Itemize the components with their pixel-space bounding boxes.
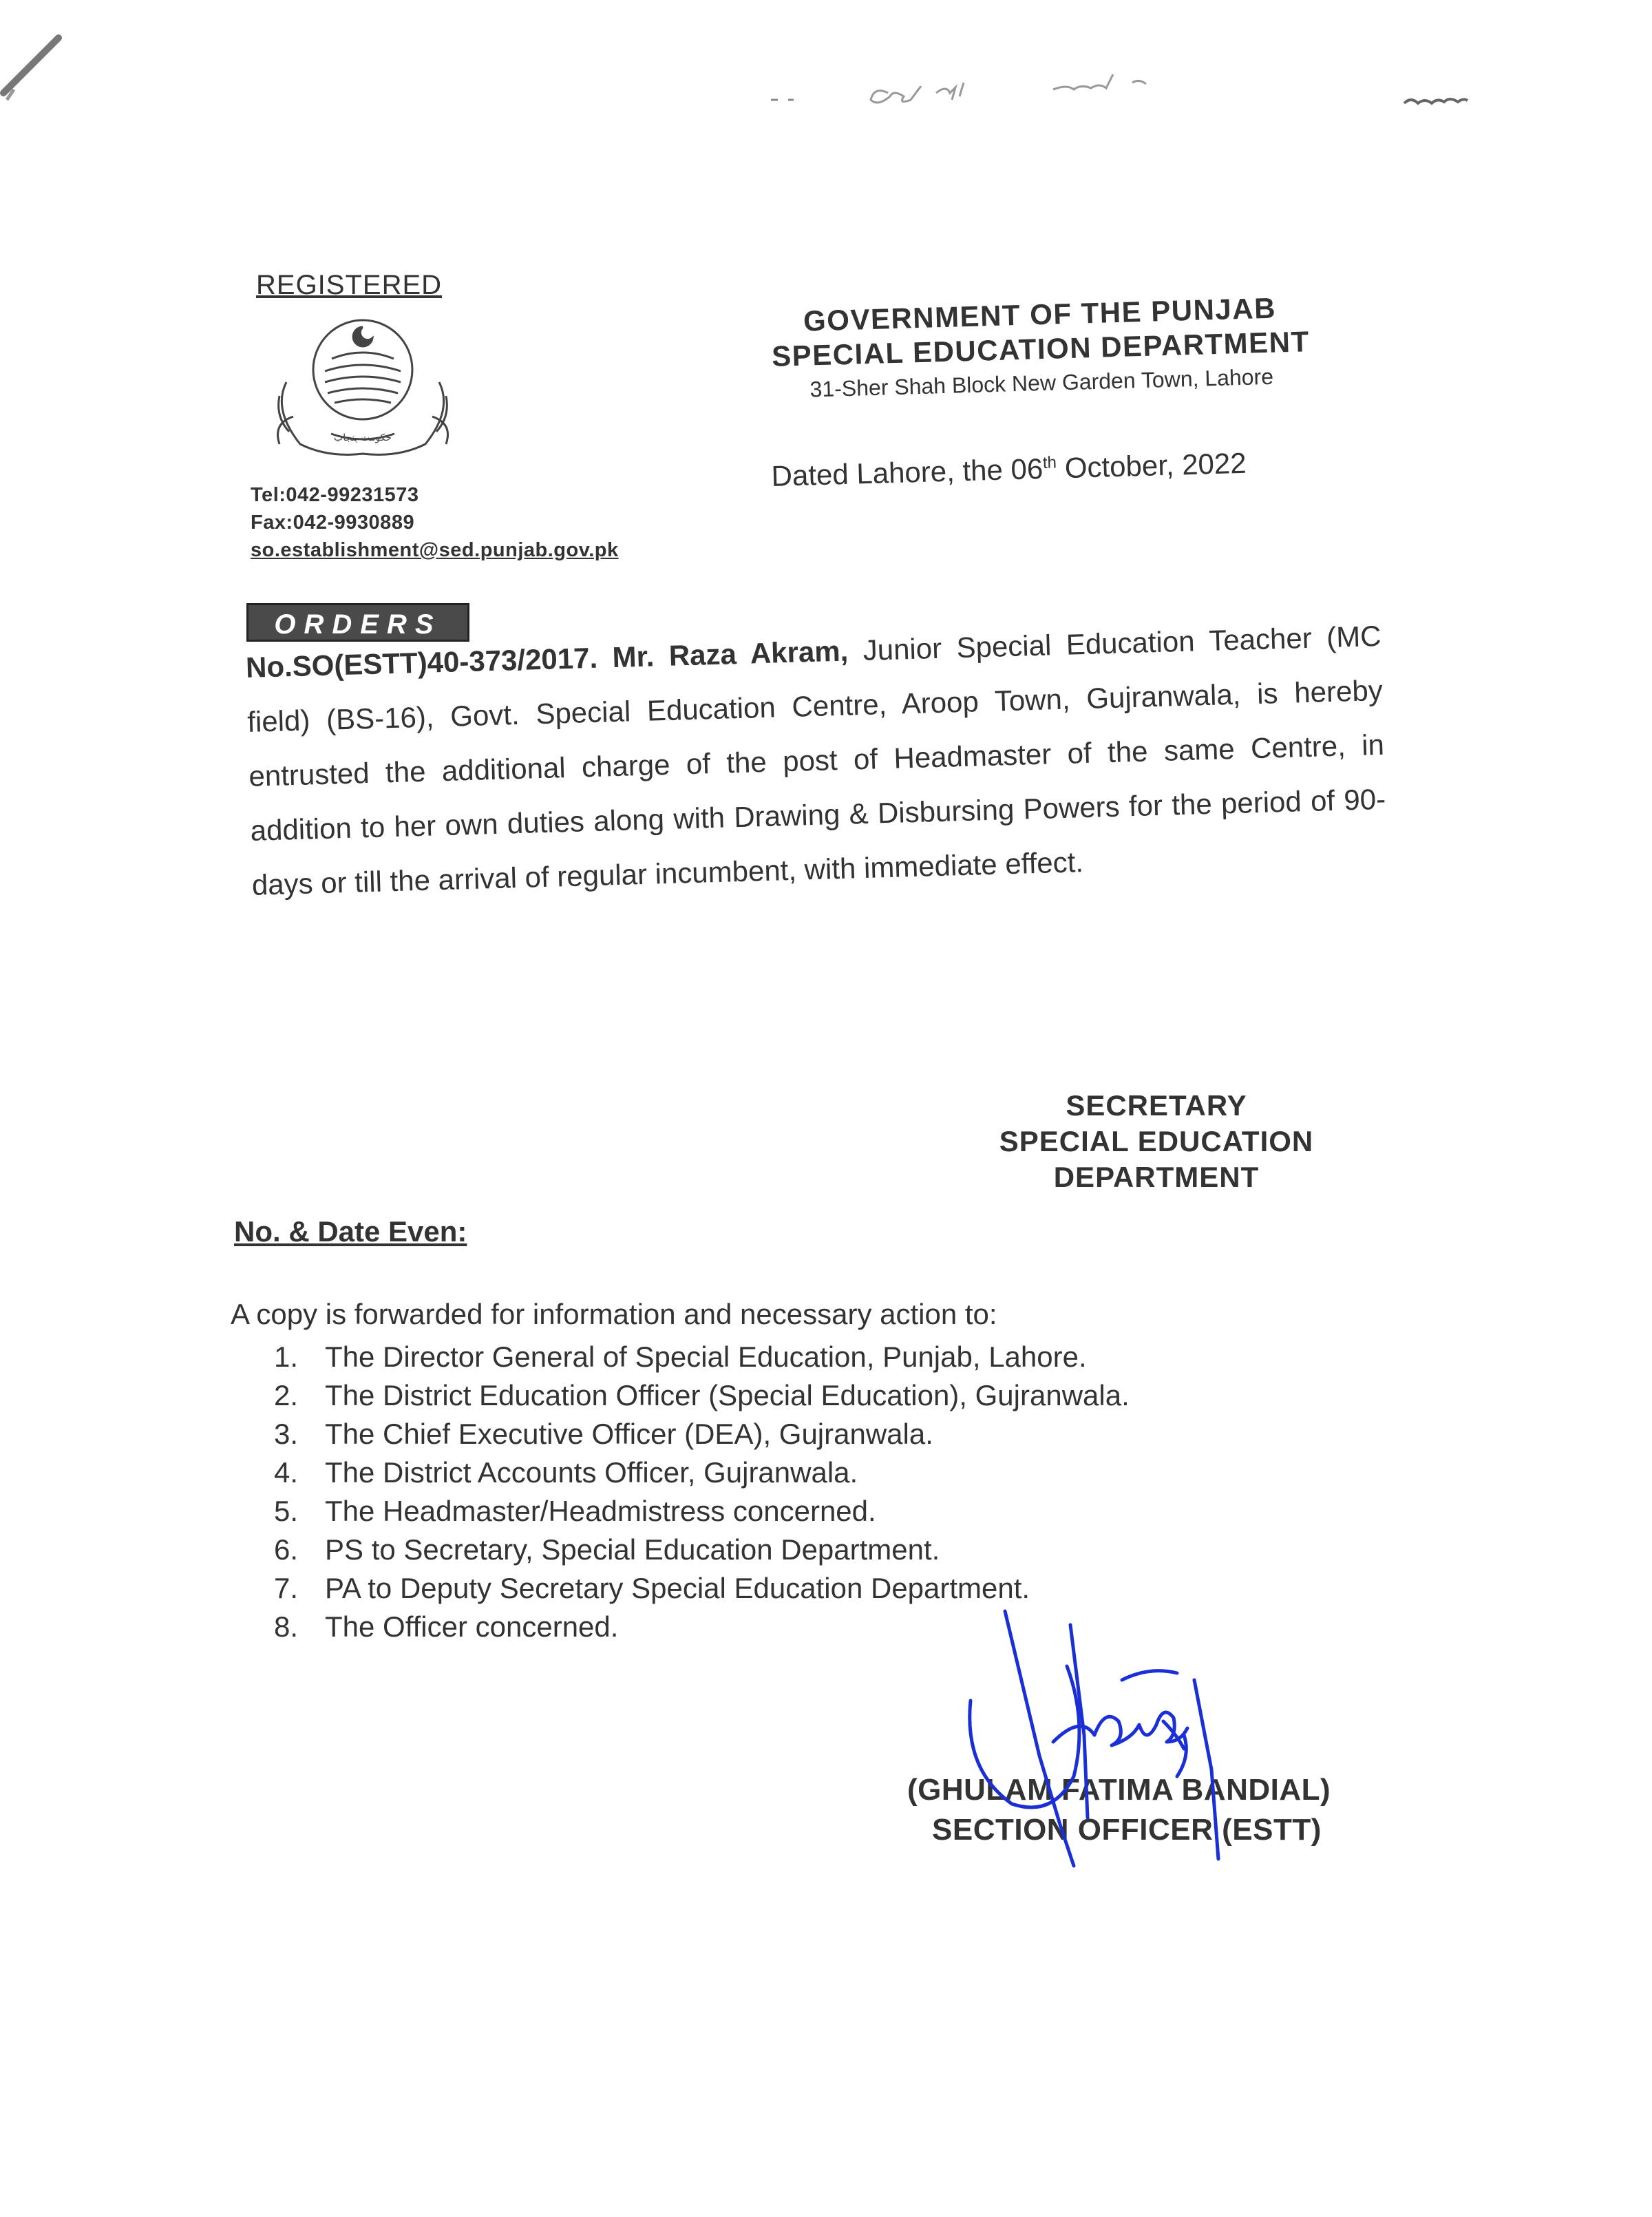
no-date-even: No. & Date Even: <box>234 1215 467 1248</box>
contact-fax: Fax:042-9930889 <box>251 512 415 534</box>
department-address: 31-Sher Shah Block New Garden Town, Lahore <box>809 364 1274 402</box>
copy-intro: A copy is forwarded for information and necessary action to: <box>231 1298 997 1330</box>
svg-text:حکومت پنجاب: حکومت پنجاب <box>334 432 392 443</box>
list-item: 1. The Director General of Special Education, Punjab, Lahore. <box>274 1341 1087 1373</box>
date-line: Dated Lahore, the 06th October, 2022 <box>771 446 1247 492</box>
letterhead <box>723 288 1359 408</box>
punjab-emblem-icon <box>266 313 460 462</box>
list-item: 4. The District Accounts Officer, Gujranwala. <box>274 1456 858 1489</box>
registered-label: REGISTERED <box>256 270 443 300</box>
contact-tel: Tel:042-99231573 <box>251 484 419 506</box>
order-text: Junior Special Education Teacher (MC field) (BS-16), Govt. Special Education Centre, Aroop Town, Gujranwala, is hereby entrusted the additional charge of the post of Headmaster of the same Centre, in addition to her own duties along with Drawing & Disbursing Powers for the period of 90-days or till the arrival of regular incumbent, with immediate effect. <box>246 619 1386 901</box>
signature-icon <box>950 1597 1308 1921</box>
order-reference: No.SO(ESTT)40-373/2017. <box>245 641 598 684</box>
signatory-name: (GHULAM FATIMA BANDIAL) <box>907 1773 1331 1807</box>
staple-mark <box>0 28 76 103</box>
orders-heading: ORDERS <box>246 603 469 642</box>
secretary-block <box>936 1088 1377 1195</box>
list-item: 7. PA to Deputy Secretary Special Education Department. <box>274 1572 1030 1604</box>
list-item: 5. The Headmaster/Headmistress concerned. <box>274 1495 876 1527</box>
secretary-line2: SPECIAL EDUCATION <box>999 1125 1314 1157</box>
order-body <box>245 609 1388 912</box>
list-item: 2. The District Education Officer (Special Education), Gujranwala. <box>274 1379 1130 1411</box>
contact-email: so.establishment@sed.punjab.gov.pk <box>251 539 619 561</box>
list-item: 3. The Chief Executive Officer (DEA), Gujranwala. <box>274 1418 933 1450</box>
order-person-name: Mr. Raza Akram, <box>611 634 849 674</box>
secretary-line1: SECRETARY <box>1066 1089 1247 1122</box>
government-title: GOVERNMENT OF THE PUNJAB <box>803 291 1277 337</box>
list-item: 8. The Officer concerned. <box>274 1610 619 1643</box>
handwritten-marks <box>757 62 1549 124</box>
department-title: SPECIAL EDUCATION DEPARTMENT <box>771 325 1311 373</box>
list-item: 6. PS to Secretary, Special Education Department. <box>274 1533 940 1566</box>
signatory-title: SECTION OFFICER (ESTT) <box>932 1813 1322 1847</box>
secretary-line3: DEPARTMENT <box>1053 1161 1260 1193</box>
